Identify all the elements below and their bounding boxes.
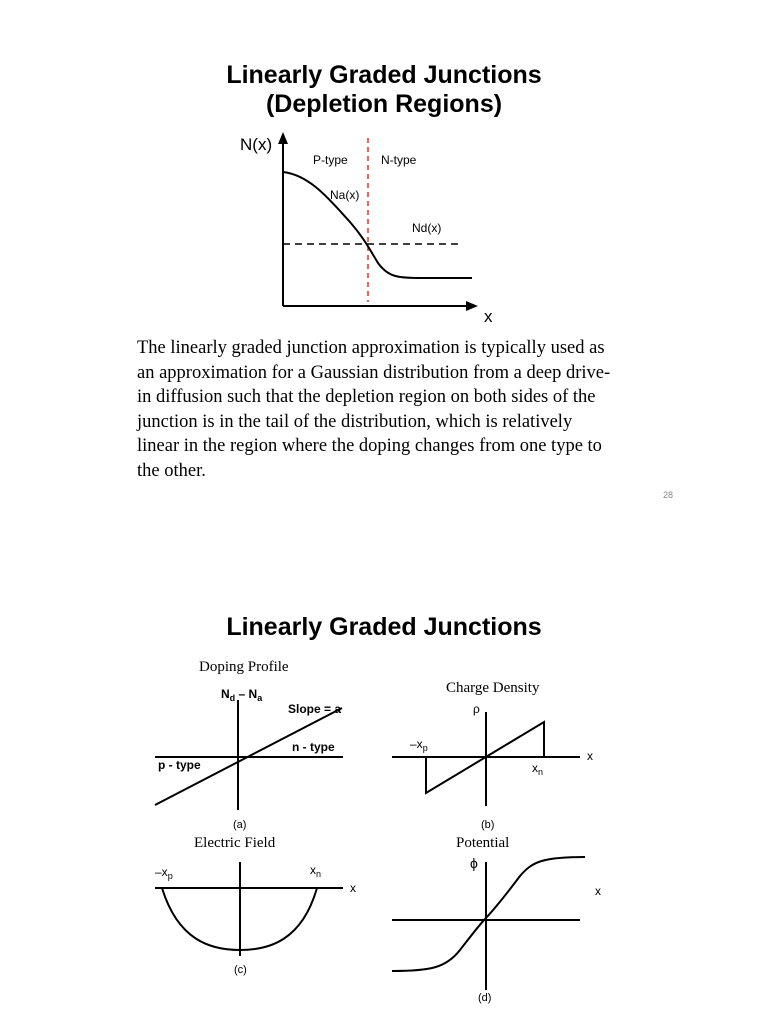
n-type-label: n - type [292, 740, 335, 754]
panel-electric-field [155, 835, 356, 976]
nd-na-label: $N_d - N_a$ [221, 687, 263, 703]
n-type-label: N-type [381, 153, 417, 167]
caption-a: (a) [233, 819, 247, 831]
potential-heading: Potential [456, 835, 510, 851]
caption-d: (d) [478, 992, 492, 1004]
paragraph-line: in diffusion such that the depletion region on both sides of the [137, 387, 596, 407]
panel-charge-density [392, 680, 593, 831]
x-axis-label: x [484, 307, 493, 326]
slide1-title-line2: (Depletion Regions) [265, 90, 503, 118]
na-curve [283, 172, 472, 278]
neg-xp-label: $-x_p$ [410, 737, 428, 753]
panel-doping-profile [155, 659, 343, 831]
na-label: Na(x) [330, 188, 360, 202]
neg-xp-label: $-x_p$ [155, 865, 173, 881]
panel-potential [392, 835, 601, 1004]
p-type-label: p - type [158, 758, 201, 772]
caption-c: (c) [234, 964, 247, 976]
junction-figures [0, 650, 768, 1020]
charge-density-heading: Charge Density [446, 680, 540, 696]
paragraph-line: junction is in the tail of the distribution, which is relatively [137, 411, 573, 432]
paragraph-line: an approximation for a Gaussian distribution from a deep drive- [137, 362, 611, 383]
electric-field-heading: Electric Field [194, 835, 276, 851]
page-number: 28 [663, 490, 674, 500]
slide2-title: Linearly Graded Junctions [226, 613, 542, 641]
panel-d-x-label: x [595, 884, 601, 898]
panel-c-x-label: x [350, 881, 356, 895]
xn-label: $x_n$ [310, 863, 322, 879]
paragraph-line: linear in the region where the doping changes from one type to [137, 436, 602, 456]
p-type-label: P-type [313, 153, 348, 167]
paragraph-line: The linearly graded junction approximation is typically used as [137, 338, 605, 358]
x-axis-arrow [466, 301, 478, 311]
xn-label: $x_n$ [532, 761, 544, 777]
rho-label: ρ [473, 702, 480, 716]
doping-profile-heading: Doping Profile [199, 659, 289, 675]
slide1-title-line1: Linearly Graded Junctions [226, 61, 542, 89]
y-axis-arrow [278, 132, 288, 144]
phi-label: ϕ [470, 855, 478, 871]
slope-label: Slope = a [288, 702, 342, 716]
slide1-paragraph [137, 336, 677, 483]
caption-b: (b) [481, 819, 495, 831]
y-axis-label: N(x) [240, 135, 273, 154]
paragraph-line: the other. [137, 460, 206, 481]
doping-profile-diagram [0, 120, 768, 330]
nd-label: Nd(x) [412, 221, 442, 235]
potential-curve [392, 857, 585, 971]
panel-b-x-label: x [587, 749, 593, 763]
